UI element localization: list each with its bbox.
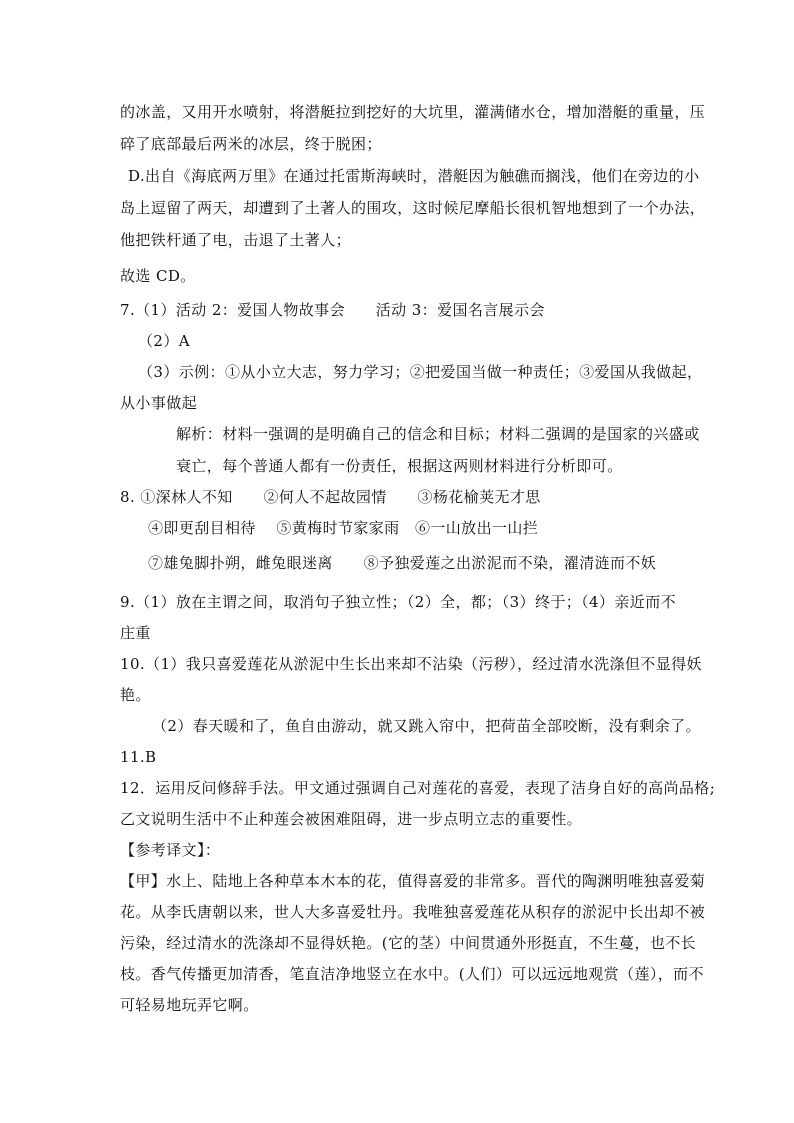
text-line: 碎了底部最后两米的冰层，终于脱困； [120, 135, 382, 153]
text-line: ⑦雄兔脚扑朔，雌兔眼迷离 ⑧予独爱莲之出淤泥而不染，濯清涟而不妖 [148, 554, 657, 572]
text-line: 从小事做起 [120, 394, 198, 412]
text-line: （2）春天暖和了，鱼自由游动，就又跳入帘中，把荷苗全部咬断，没有剩余了。 [152, 717, 701, 735]
question-12: 12．运用反问修辞手法。甲文通过强调自己对莲花的喜爱，表现了洁身自好的高尚品格; [120, 779, 716, 797]
translation-line: 可轻易地玩弄它啊。 [120, 996, 259, 1014]
translation-line: 【甲】水上、陆地上各种草本木本的花，值得喜爱的非常多。晋代的陶渊明唯独喜爱菊 [120, 872, 706, 890]
text-line: 乙文说明生活中不止种莲会被困难阻碍，进一步点明立志的重要性。 [120, 810, 583, 828]
text-line: D.出自《海底两万里》在通过托雷斯海峡时，潜艇因为触礁而搁浅，他们在旁边的小 [128, 167, 700, 185]
analysis-line: 衰亡，每个普通人都有一份责任，根据这两则材料进行分析即可。 [176, 457, 623, 475]
text-line: ④即更刮目相待 ⑤黄梅时节家家雨 ⑥一山放出一山拦 [148, 519, 539, 537]
text-line: 故选 CD。 [120, 267, 196, 285]
question-9: 9.（1）放在主谓之间，取消句子独立性；（2）全，都；（3）终于；（4）亲近而不 [120, 593, 676, 611]
text-line: 艳。 [120, 686, 151, 704]
text-line: （3）示例：①从小立大志，努力学习；②把爱国当做一种责任；③爱国从我做起， [138, 363, 703, 381]
question-8: 8. ①深林人不知 ②何人不起故园情 ③杨花榆荚无才思 [120, 488, 541, 506]
text-line: 岛上逗留了两天，却遭到了土著人的围攻，这时候尼摩船长很机智地想到了一个办法， [120, 199, 706, 217]
text-line: 他把铁杆通了电，击退了土著人； [120, 231, 352, 249]
analysis-line: 解析：材料一强调的是明确自己的信念和目标；材料二强调的是国家的兴盛或 [176, 425, 700, 443]
text-line: （2）A [138, 332, 190, 350]
text-line: 的冰盖，又用开水喷射，将潜艇拉到挖好的大坑里，灌满储水仓，增加潜艇的重量，压 [120, 103, 706, 121]
question-7: 7.（1）活动 2：爱国人物故事会 活动 3：爱国名言展示会 [120, 301, 545, 319]
question-10: 10.（1）我只喜爱莲花从淤泥中生长出来却不沾染（污秽），经过清水洗涤但不显得妖 [120, 655, 702, 673]
translation-line: 花。从李氏唐朝以来，世人大多喜爱牡丹。我唯独喜爱莲花从积存的淤泥中长出却不被 [120, 903, 706, 921]
question-11: 11.B [120, 748, 157, 766]
translation-heading: 【参考译文】： [120, 841, 221, 859]
translation-line: 枝。香气传播更加清香，笔直洁净地竖立在水中。(人们）可以远远地观赏（莲），而不 [120, 965, 704, 983]
translation-line: 污染，经过清水的洗涤却不显得妖艳。(它的茎）中间贯通外形挺直，不生蔓，也不长 [120, 934, 697, 952]
text-line: 庄重 [120, 624, 151, 642]
